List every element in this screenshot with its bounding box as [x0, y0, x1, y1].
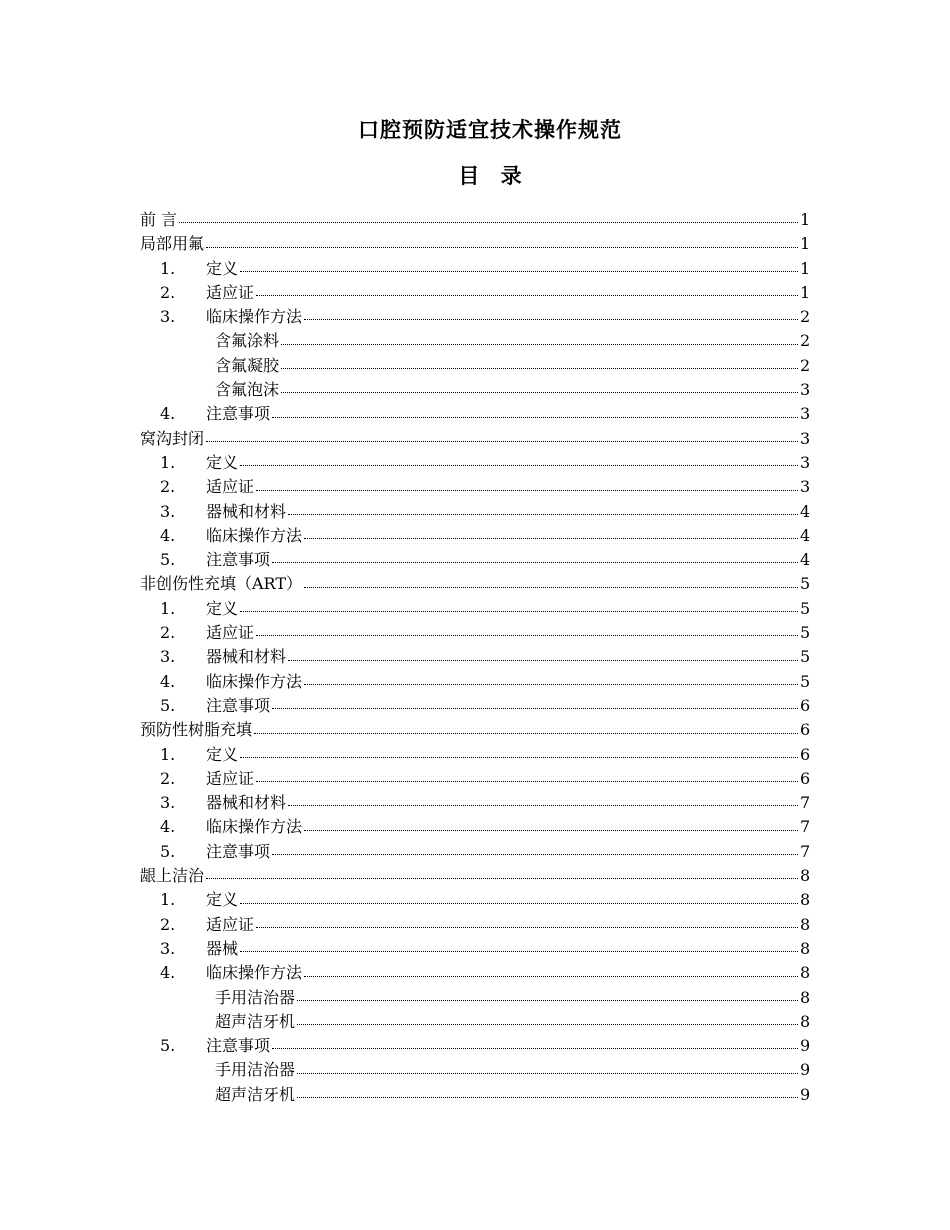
toc-entry-title: 临床操作方法 [206, 525, 303, 545]
toc-entry-title: 局部用氟 [140, 234, 205, 254]
toc-dot-leader [179, 221, 798, 223]
toc-entry[interactable] [140, 937, 810, 961]
toc-dot-leader [206, 246, 798, 248]
toc-entry-number: 2. [160, 914, 176, 934]
toc-dot-leader [206, 877, 798, 879]
toc-entry-number: 5. [160, 841, 176, 861]
toc-dot-leader [240, 270, 798, 272]
toc-entry-title: 非创伤性充填（ART） [140, 574, 302, 594]
toc-page-number: 2 [800, 331, 811, 351]
toc-entry-number: 1. [160, 452, 176, 472]
toc-dot-leader [297, 1072, 798, 1074]
toc-entry-title: 适应证 [206, 282, 255, 302]
toc-page-number: 8 [800, 938, 811, 958]
toc-dot-leader [304, 537, 798, 539]
toc-entry[interactable] [140, 913, 810, 937]
toc-entry[interactable] [140, 232, 810, 256]
toc-entry-number: 2. [160, 477, 176, 497]
toc-entry-title: 注意事项 [206, 841, 271, 861]
toc-entry[interactable] [140, 743, 810, 767]
toc-entry-title: 超声洁牙机 [215, 1084, 296, 1104]
toc-page-number: 2 [800, 307, 811, 327]
toc-dot-leader [272, 707, 798, 709]
toc-page-number: 1 [800, 258, 811, 278]
toc-entry[interactable] [140, 961, 810, 985]
toc-entry[interactable] [140, 475, 810, 499]
toc-entry-title: 临床操作方法 [206, 817, 303, 837]
toc-page-number: 3 [800, 477, 811, 497]
toc-page-number: 8 [800, 987, 811, 1007]
toc-page-number: 2 [800, 355, 811, 375]
toc-entry-number: 5. [160, 1036, 176, 1056]
toc-dot-leader [288, 659, 798, 661]
toc-page-number: 6 [800, 720, 811, 740]
toc-entry-title: 适应证 [206, 914, 255, 934]
toc-entry-number: 4. [160, 525, 176, 545]
toc-page-number: 9 [800, 1036, 811, 1056]
toc-page-number: 1 [800, 234, 811, 254]
toc-entry-title: 含氟凝胶 [215, 355, 280, 375]
toc-page-number: 6 [800, 744, 811, 764]
toc-page-number: 5 [800, 647, 811, 667]
toc-entry-title: 临床操作方法 [206, 671, 303, 691]
toc-page-number: 1 [800, 282, 811, 302]
toc-dot-leader [254, 732, 798, 734]
toc-entry[interactable] [140, 986, 810, 1010]
toc-entry[interactable] [140, 840, 810, 864]
toc-entry-title: 超声洁牙机 [215, 1011, 296, 1031]
toc-entry-title: 注意事项 [206, 1036, 271, 1056]
toc-entry[interactable] [140, 767, 810, 791]
toc-entry-title: 手用洁治器 [215, 1060, 296, 1080]
toc-entry[interactable] [140, 1083, 810, 1107]
toc-entry[interactable] [140, 208, 810, 232]
toc-dot-leader [281, 367, 798, 369]
toc-page-number: 8 [800, 866, 811, 886]
toc-entry-number: 4. [160, 817, 176, 837]
toc-dot-leader [297, 999, 798, 1001]
toc-dot-leader [256, 294, 798, 296]
toc-dot-leader [297, 1096, 798, 1098]
toc-entry-number: 4. [160, 671, 176, 691]
toc-entry[interactable] [140, 281, 810, 305]
toc-entry-title: 含氟泡沫 [215, 380, 280, 400]
toc-page-number: 7 [800, 793, 811, 813]
toc-page-number: 4 [800, 525, 811, 545]
toc-entry-title: 注意事项 [206, 404, 271, 424]
toc-entry-title: 器械和材料 [206, 647, 287, 667]
toc-entry-title: 定义 [206, 598, 239, 618]
toc-entry-title: 器械 [206, 938, 239, 958]
toc-page-number: 5 [800, 671, 811, 691]
toc-dot-leader [256, 489, 798, 491]
toc-dot-leader [304, 975, 798, 977]
toc-page-number: 7 [800, 817, 811, 837]
toc-dot-leader [272, 561, 798, 563]
toc-entry[interactable] [140, 791, 810, 815]
toc-dot-leader [272, 416, 798, 418]
toc-entry-title: 注意事项 [206, 695, 271, 715]
toc-entry-title: 适应证 [206, 477, 255, 497]
toc-entry-number: 4. [160, 404, 176, 424]
toc-entry-title: 含氟涂料 [215, 331, 280, 351]
toc-entry[interactable] [140, 1058, 810, 1082]
toc-entry-title: 临床操作方法 [206, 307, 303, 327]
toc-entry[interactable] [140, 329, 810, 353]
toc-entry[interactable] [140, 402, 810, 426]
toc-entry[interactable] [140, 1010, 810, 1034]
toc-entry[interactable] [140, 500, 810, 524]
toc-page-number: 5 [800, 574, 811, 594]
toc-entry-title: 前 言 [140, 210, 178, 229]
toc-page-number: 8 [800, 914, 811, 934]
toc-entry-title: 预防性树脂充填 [140, 720, 253, 740]
toc-dot-leader [240, 610, 798, 612]
toc-entry-number: 1. [160, 744, 176, 764]
toc-entry[interactable] [140, 645, 810, 669]
toc-dot-leader [304, 318, 798, 320]
toc-page-number: 3 [800, 428, 811, 448]
toc-entry-title: 临床操作方法 [206, 963, 303, 983]
toc-entry-number: 4. [160, 963, 176, 983]
toc-dot-leader [304, 683, 798, 685]
toc-page-number: 4 [800, 550, 811, 570]
toc-dot-leader [256, 634, 798, 636]
toc-dot-leader [272, 853, 798, 855]
toc-dot-leader [304, 829, 798, 831]
toc-dot-leader [256, 926, 798, 928]
toc-entry-title: 器械和材料 [206, 793, 287, 813]
toc-entry-title: 定义 [206, 258, 239, 278]
toc-entry[interactable] [140, 718, 810, 742]
toc-dot-leader [240, 902, 798, 904]
toc-entry[interactable] [140, 597, 810, 621]
toc-entry-number: 2. [160, 623, 176, 643]
toc-page-number: 8 [800, 1011, 811, 1031]
toc-entry-title: 定义 [206, 890, 239, 910]
toc-entry[interactable] [140, 257, 810, 281]
toc-entry[interactable] [140, 427, 810, 451]
toc-page-number: 9 [800, 1060, 811, 1080]
toc-entry-number: 2. [160, 768, 176, 788]
toc-entry-title: 适应证 [206, 768, 255, 788]
toc-entry[interactable] [140, 305, 810, 329]
toc-entry-number: 3. [160, 307, 176, 327]
toc-dot-leader [281, 343, 798, 345]
toc-entry[interactable] [140, 378, 810, 402]
toc-dot-leader [272, 1047, 798, 1049]
toc-entry-number: 1. [160, 258, 176, 278]
toc-page-number: 3 [800, 452, 811, 472]
toc-entry[interactable] [140, 524, 810, 548]
toc-dot-leader [288, 513, 798, 515]
toc-entry-title: 定义 [206, 744, 239, 764]
toc-page-number: 5 [800, 598, 811, 618]
toc-page-number: 5 [800, 623, 811, 643]
toc-page-number: 8 [800, 890, 811, 910]
toc-entry-number: 5. [160, 695, 176, 715]
toc-entry-number: 2. [160, 282, 176, 302]
toc-dot-leader [240, 756, 798, 758]
toc-entry-number: 3. [160, 793, 176, 813]
toc-entry[interactable] [140, 694, 810, 718]
toc-entry[interactable] [140, 670, 810, 694]
toc-page-number: 7 [800, 841, 811, 861]
toc-dot-leader [288, 804, 798, 806]
toc-dot-leader [297, 1023, 798, 1025]
toc-page-number: 8 [800, 963, 811, 983]
table-of-contents [140, 208, 810, 1107]
toc-dot-leader [206, 440, 798, 442]
toc-page-number: 6 [800, 695, 811, 715]
toc-page-number: 1 [800, 210, 811, 229]
toc-dot-leader [256, 780, 798, 782]
toc-page-number: 4 [800, 501, 811, 521]
toc-entry-title: 龈上洁治 [140, 866, 205, 886]
toc-page-number: 9 [800, 1084, 811, 1104]
toc-dot-leader [240, 464, 798, 466]
toc-entry[interactable] [140, 451, 810, 475]
toc-entry[interactable] [140, 888, 810, 912]
toc-dot-leader [304, 586, 798, 588]
toc-entry[interactable] [140, 354, 810, 378]
toc-entry-title: 窝沟封闭 [140, 428, 205, 448]
toc-entry-title: 手用洁治器 [215, 987, 296, 1007]
toc-page-number: 3 [800, 380, 811, 400]
toc-entry-title: 定义 [206, 452, 239, 472]
toc-entry-title: 适应证 [206, 623, 255, 643]
toc-page-number: 3 [800, 404, 811, 424]
toc-entry-number: 3. [160, 647, 176, 667]
toc-entry[interactable] [140, 815, 810, 839]
toc-entry-number: 1. [160, 598, 176, 618]
toc-dot-leader [281, 391, 798, 393]
toc-page-number: 6 [800, 768, 811, 788]
toc-entry-number: 5. [160, 550, 176, 570]
toc-entry[interactable] [140, 1034, 810, 1058]
toc-entry-title: 注意事项 [206, 550, 271, 570]
toc-dot-leader [240, 950, 798, 952]
toc-entry-number: 3. [160, 938, 176, 958]
document-title: 口腔预防适宜技术操作规范 [358, 117, 622, 142]
toc-entry-number: 1. [160, 890, 176, 910]
toc-entry[interactable] [140, 621, 810, 645]
toc-entry-number: 3. [160, 501, 176, 521]
toc-entry[interactable] [140, 572, 810, 596]
toc-entry[interactable] [140, 548, 810, 572]
toc-heading: 目 录 [458, 163, 522, 188]
toc-entry-title: 器械和材料 [206, 501, 287, 521]
toc-entry[interactable] [140, 864, 810, 888]
